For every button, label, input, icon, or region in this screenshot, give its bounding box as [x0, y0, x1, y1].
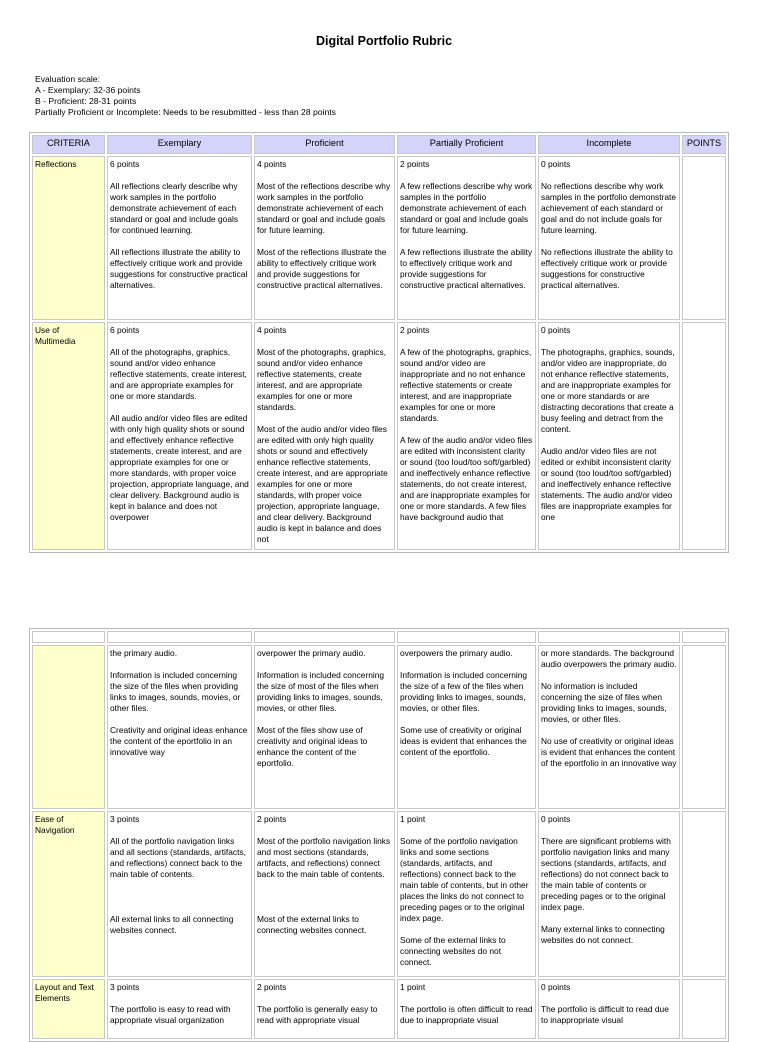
scale-line-a: A - Exemplary: 32-36 points	[35, 85, 141, 95]
rubric-cell	[397, 645, 536, 809]
descriptor: Information is included concerning the size of the files when providing links to images, sounds, movies, or other files.	[110, 670, 241, 713]
descriptor: No reflections describe why work samples in the portfolio demonstrate achievement of each standard or goal and do not include goals for future learning.	[541, 181, 677, 235]
descriptor: Audio and/or video files are not edited or exhibit inconsistent clarity or sound (too loud/too soft/garbled) and ineffectively enhance reflective statements. The audio and/or video files are inappropriate examples for one	[541, 446, 673, 522]
rubric-table-page1	[29, 132, 729, 553]
descriptor: No information is included concerning the size of files when providing links to images, sounds, movies, or other files.	[541, 681, 667, 724]
rubric-cell	[397, 156, 536, 320]
rubric-cell	[107, 322, 252, 550]
descriptor: All reflections clearly describe why work samples in the portfolio demonstrate achievement of each standard or goal and include goals for continued learning.	[110, 181, 239, 235]
descriptor: Most of the audio and/or video files are edited with only high quality shots or sound and effectively enhance reflective statements, create interest, and are appropriate examples for one or more standards, with proper voice projection, appropriate language, and clear delivery. Background audio is kept in balance and does not	[257, 424, 388, 544]
points-label: 1 point	[400, 814, 426, 824]
descriptor: Most of the files show use of creativity and original ideas to enhance the content of the eportfolio.	[257, 725, 368, 768]
header-row	[32, 135, 726, 154]
scale-line-b: B - Proficient: 28-31 points	[35, 96, 137, 106]
descriptor: Information is included concerning the size of a few of the files when providing links to images, sounds, movies, or other files.	[400, 670, 528, 713]
scale-heading: Evaluation scale:	[35, 74, 100, 84]
header-exemplary: Exemplary	[107, 135, 252, 154]
points-label: 1 point	[400, 982, 426, 992]
descriptor: Most of the external links to connecting websites connect.	[257, 914, 367, 935]
descriptor: A few of the photographs, graphics, sound and/or video are inappropriate and no not enhance reflective statements or create interest, and are inappropriate examples for one or more standards.	[400, 347, 532, 423]
descriptor: The portfolio is often difficult to read due to inappropriate visual	[400, 1004, 533, 1025]
descriptor: Creativity and original ideas enhance the content of the eportfolio in an innovative way	[110, 725, 248, 757]
score-cell[interactable]	[682, 979, 726, 1039]
score-cell[interactable]	[682, 645, 726, 809]
descriptor: The portfolio is difficult to read due to inappropriate visual	[541, 1004, 669, 1025]
criteria-cell: Layout and Text Elements	[32, 979, 105, 1039]
header-incomplete: Incomplete	[538, 135, 680, 154]
points-label: 6 points	[110, 159, 140, 169]
table-row	[32, 645, 726, 809]
descriptor: All reflections illustrate the ability to effectively critique work and provide suggestions for constructive practical alternatives.	[110, 247, 248, 290]
points-label: 0 points	[541, 325, 571, 335]
points-label: 4 points	[257, 159, 287, 169]
rubric-cell	[538, 979, 680, 1039]
descriptor: No reflections illustrate the ability to effectively critique work or provide suggestions for constructive practical alternatives.	[541, 247, 673, 290]
descriptor: All audio and/or video files are edited with only high quality shots or sound and effectively enhance reflective statements, create interest, and are appropriate examples for one or more standards, with proper voice projection, appropriate language, and clear delivery. Background audio is kept in balance and does not overpower	[110, 413, 249, 522]
descriptor: A few of the audio and/or video files are edited with inconsistent clarity or sound (too loud/too soft/garbled) and ineffectively enhance reflective statements, do not create interest, and are inappropriate examples for one or more standards. A few files have background audio that	[400, 435, 533, 522]
spacer-cell	[682, 631, 726, 643]
header-partially-proficient: Partially Proficient	[397, 135, 536, 154]
points-label: 6 points	[110, 325, 140, 335]
header-criteria: CRITERIA	[32, 135, 105, 154]
descriptor: A few reflections illustrate the ability to effectively critique work and provide suggestions for constructive practical alternatives.	[400, 247, 533, 290]
rubric-table-page2	[29, 628, 729, 1042]
table-row	[32, 979, 726, 1039]
criteria-cell: Ease of Navigation	[32, 811, 105, 977]
descriptor: No use of creativity or original ideas is evident that enhances the content of the eportfolio in an innovative way	[541, 736, 677, 768]
header-points: POINTS	[682, 135, 726, 154]
rubric-cell	[254, 645, 395, 809]
table-row	[32, 811, 726, 977]
score-cell[interactable]	[682, 322, 726, 550]
descriptor: Most of the portfolio navigation links and most sections (standards, artifacts, and reflections) connect back to the main table of contents.	[257, 836, 391, 879]
points-label: 2 points	[400, 325, 430, 335]
spacer-cell	[32, 631, 105, 643]
descriptor: Most of the reflections describe why work samples in the portfolio demonstrate achievement of each standard or goal and include goals for future learning.	[257, 181, 391, 235]
descriptor: The portfolio is easy to read with appropriate visual organization	[110, 1004, 231, 1025]
rubric-cell	[254, 156, 395, 320]
rubric-cell	[538, 811, 680, 977]
points-label: 3 points	[110, 814, 140, 824]
descriptor: All of the photographs, graphics, sound and/or video enhance reflective statements, create interest, and are appropriate examples for one or more standards.	[110, 347, 247, 401]
points-label: 2 points	[400, 159, 430, 169]
scale-line-c: Partially Proficient or Incomplete: Needs to be resubmitted - less than 28 points	[35, 107, 336, 117]
criteria-cell	[32, 645, 105, 809]
criteria-cell: Reflections	[32, 156, 105, 320]
rubric-cell	[254, 979, 395, 1039]
evaluation-scale	[35, 74, 336, 118]
score-cell[interactable]	[682, 811, 726, 977]
spacer-cell	[254, 631, 395, 643]
descriptor: the primary audio.	[110, 648, 178, 658]
descriptor: Some of the portfolio navigation links and some sections (standards, artifacts, and reflections) connect back to the main table of contents, but in other places the links do not connect to preceding pages or to the original index page.	[400, 836, 529, 923]
rubric-cell	[538, 156, 680, 320]
table-row	[32, 156, 726, 320]
page-title: Digital Portfolio Rubric	[315, 34, 453, 48]
descriptor: The photographs, graphics, sounds, and/or video are inappropriate, do not enhance reflective statements, and are inappropriate examples for one or more standards or are distracting decorations that create a busy feeling and detract from the content.	[541, 347, 675, 434]
descriptor: Some use of creativity or original ideas is evident that enhances the content of the eportfolio.	[400, 725, 527, 757]
points-label: 2 points	[257, 982, 287, 992]
descriptor: The portfolio is generally easy to read with appropriate visual	[257, 1004, 378, 1025]
descriptor: All external links to all connecting websites connect.	[110, 914, 234, 935]
points-label: 3 points	[110, 982, 140, 992]
score-cell[interactable]	[682, 156, 726, 320]
descriptor: Some of the external links to connecting websites do not connect.	[400, 935, 506, 967]
points-label: 0 points	[541, 814, 571, 824]
criteria-cell: Use of Multimedia	[32, 322, 105, 550]
points-label: 0 points	[541, 159, 571, 169]
descriptor: Most of the photographs, graphics, sound and/or video enhance reflective statements, create interest, and are appropriate examples for one or more standards.	[257, 347, 386, 412]
header-proficient: Proficient	[254, 135, 395, 154]
points-label: 0 points	[541, 982, 571, 992]
rubric-cell	[538, 645, 680, 809]
points-label: 4 points	[257, 325, 287, 335]
descriptor: A few reflections describe why work samples in the portfolio demonstrate achievement of each standard or goal and include goals for future learning.	[400, 181, 533, 235]
spacer-cell	[397, 631, 536, 643]
rubric-cell	[254, 811, 395, 977]
points-label: 2 points	[257, 814, 287, 824]
descriptor: There are significant problems with portfolio navigation links and many sections (standards, artifacts, and reflections) do not connect back to the main table of contents or preceding pages or to the original index page.	[541, 836, 671, 912]
descriptor: or more standards. The background audio overpowers the primary audio.	[541, 648, 677, 669]
spacer-cell	[538, 631, 680, 643]
spacer-cell	[107, 631, 252, 643]
descriptor: All of the portfolio navigation links and all sections (standards, artifacts, and reflections) connect back to the main table of contents.	[110, 836, 246, 879]
descriptor: overpower the primary audio.	[257, 648, 366, 658]
descriptor: overpowers the primary audio.	[400, 648, 513, 658]
descriptor: Most of the reflections illustrate the ability to effectively critique work and provide suggestions for constructive practical alternatives.	[257, 247, 387, 290]
rubric-cell	[397, 979, 536, 1039]
descriptor: Information is included concerning the size of most of the files when providing links to images, sounds, movies, or other files.	[257, 670, 385, 713]
rubric-cell	[107, 811, 252, 977]
rubric-cell	[107, 156, 252, 320]
rubric-cell	[107, 645, 252, 809]
rubric-cell	[107, 979, 252, 1039]
rubric-cell	[397, 811, 536, 977]
rubric-cell	[538, 322, 680, 550]
rubric-cell	[254, 322, 395, 550]
spacer-row	[32, 631, 726, 643]
table-row	[32, 322, 726, 550]
rubric-cell	[397, 322, 536, 550]
descriptor: Many external links to connecting websites do not connect.	[541, 924, 665, 945]
